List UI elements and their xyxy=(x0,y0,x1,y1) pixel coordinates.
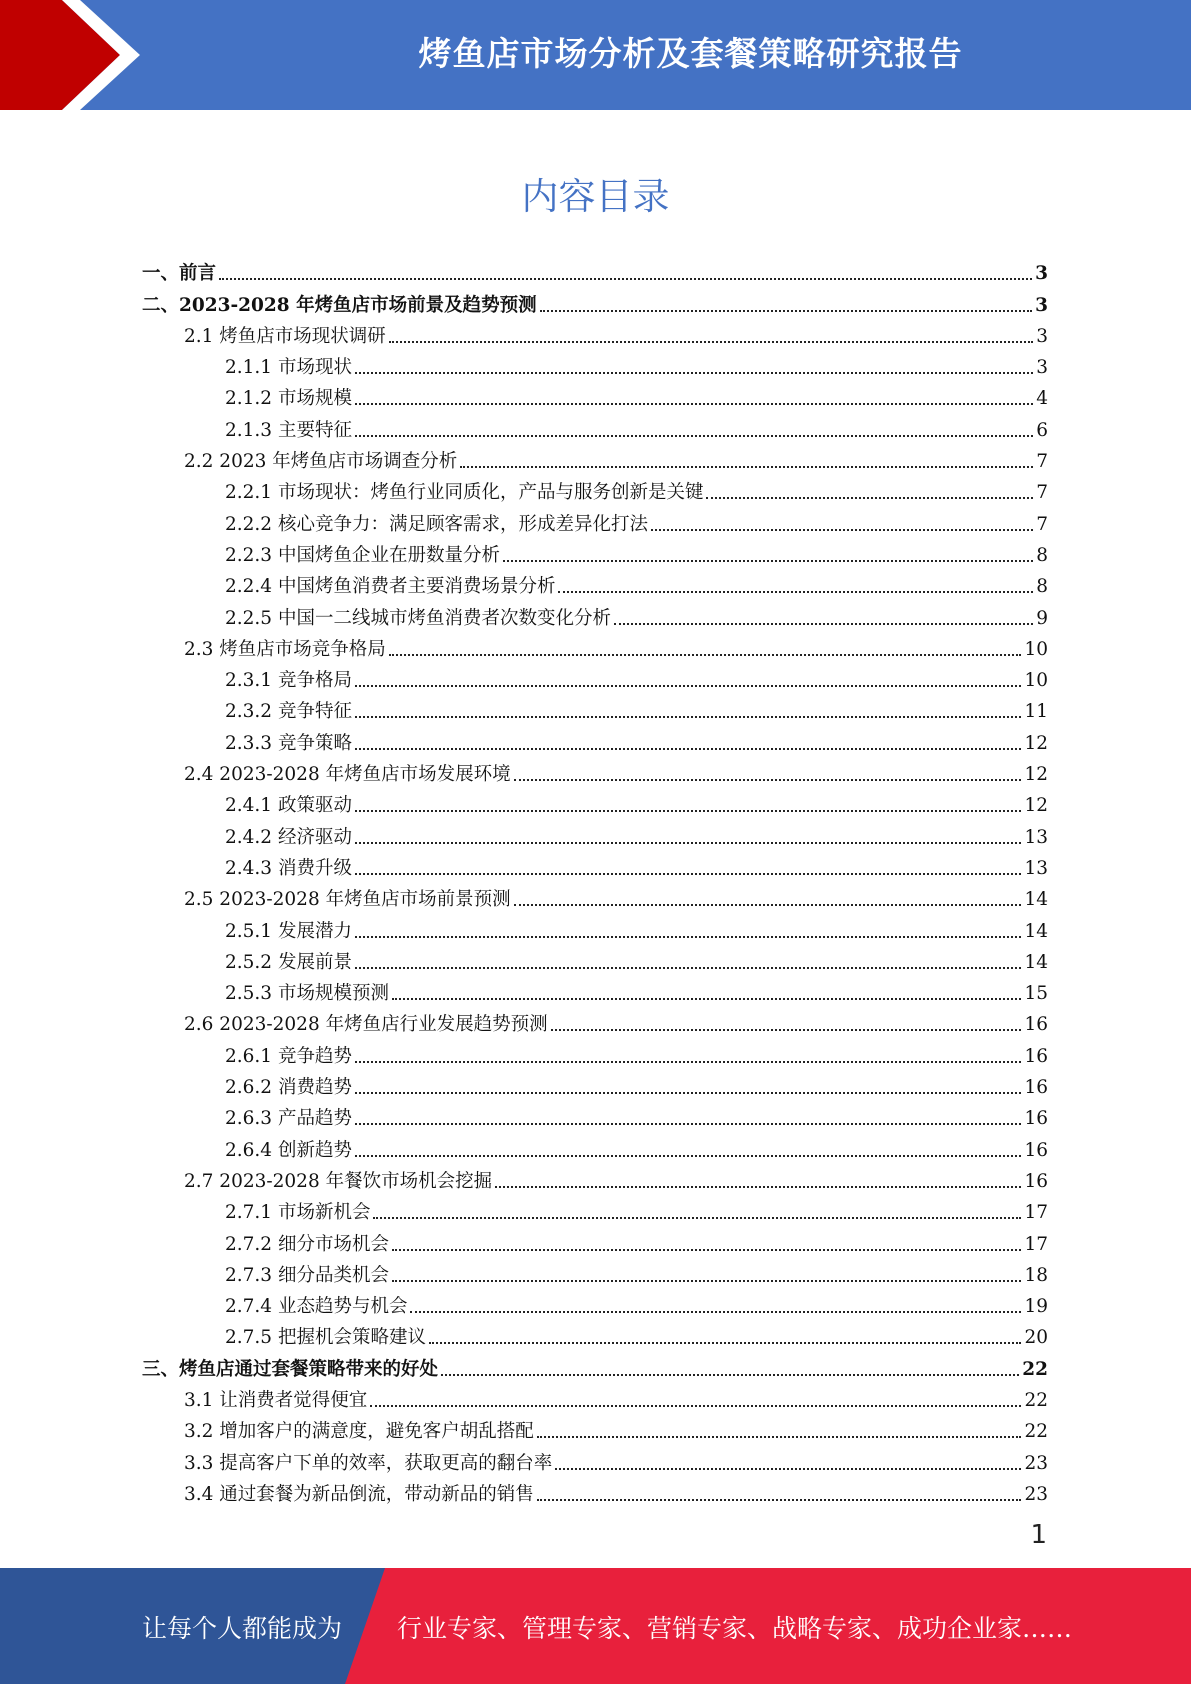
toc-entry-title: 3.4 通过套餐为新品倒流，带动新品的销售 xyxy=(184,1483,534,1505)
toc-entry-title: 2.7.2 细分市场机会 xyxy=(225,1233,389,1255)
toc-dot-leader xyxy=(370,1405,1021,1407)
toc-dot-leader xyxy=(392,1249,1021,1251)
toc-dot-leader xyxy=(651,529,1033,531)
toc-dot-leader xyxy=(355,685,1022,687)
toc-dot-leader xyxy=(614,623,1033,625)
toc-entry-title: 2.2.4 中国烤鱼消费者主要消费场景分析 xyxy=(225,576,556,598)
toc-entry-page: 16 xyxy=(1024,1139,1048,1161)
toc-dot-leader xyxy=(555,1468,1021,1470)
toc-entry-page: 6 xyxy=(1036,419,1048,441)
toc-entry[interactable] xyxy=(142,1349,1048,1380)
toc-entry-page: 4 xyxy=(1036,388,1048,410)
header-banner xyxy=(0,0,1191,110)
toc-entry-title: 2.1.3 主要特征 xyxy=(225,419,352,441)
toc-entry-title: 2.7 2023-2028 年餐饮市场机会挖掘 xyxy=(184,1170,493,1192)
toc-entry-page: 9 xyxy=(1036,607,1048,629)
toc-dot-leader xyxy=(373,1217,1021,1219)
toc-dot-leader xyxy=(503,560,1033,562)
toc-dot-leader xyxy=(389,341,1033,343)
toc-entry-title: 2.1 烤鱼店市场现状调研 xyxy=(184,325,386,347)
toc-entry[interactable] xyxy=(142,473,1048,504)
toc-entry[interactable] xyxy=(142,1193,1048,1224)
toc-entry[interactable] xyxy=(142,379,1048,410)
toc-entry-page: 23 xyxy=(1024,1483,1048,1505)
toc-entry[interactable] xyxy=(142,1381,1048,1412)
toc-entry[interactable] xyxy=(142,1256,1048,1287)
toc-entry[interactable] xyxy=(142,567,1048,598)
toc-dot-leader xyxy=(460,466,1033,468)
toc-entry[interactable] xyxy=(142,1162,1048,1193)
toc-entry-title: 2.3.1 竞争格局 xyxy=(225,670,352,692)
toc-entry[interactable] xyxy=(142,598,1048,629)
toc-dot-leader xyxy=(392,1280,1021,1282)
toc-entry[interactable] xyxy=(142,943,1048,974)
toc-entry-page: 16 xyxy=(1024,1077,1048,1099)
toc-entry-title: 2.7.3 细分品类机会 xyxy=(225,1264,389,1286)
toc-entry[interactable] xyxy=(142,661,1048,692)
toc-entry-page: 11 xyxy=(1024,701,1048,723)
toc-dot-leader xyxy=(558,591,1033,593)
toc-dot-leader xyxy=(551,1029,1022,1031)
toc-dot-leader xyxy=(355,842,1022,844)
toc-entry-title: 二、2023-2028 年烤鱼店市场前景及趋势预测 xyxy=(142,294,537,316)
toc-entry[interactable] xyxy=(142,1412,1048,1443)
toc-entry[interactable] xyxy=(142,755,1048,786)
toc-entry-page: 19 xyxy=(1024,1296,1048,1318)
toc-entry-title: 2.5 2023-2028 年烤鱼店市场前景预测 xyxy=(184,889,511,911)
toc-entry-title: 3.1 让消费者觉得便宜 xyxy=(184,1389,368,1411)
toc-dot-leader xyxy=(410,1311,1021,1313)
toc-entry-page: 8 xyxy=(1036,576,1048,598)
toc-entry-page: 18 xyxy=(1024,1264,1048,1286)
toc-entry-page: 12 xyxy=(1024,795,1048,817)
toc-entry-page: 10 xyxy=(1024,670,1048,692)
toc-dot-leader xyxy=(219,278,1032,280)
toc-entry-page: 13 xyxy=(1024,857,1048,879)
toc-dot-leader xyxy=(441,1374,1019,1376)
toc-entry-title: 2.6.2 消费趋势 xyxy=(225,1077,352,1099)
toc-dot-leader xyxy=(355,748,1022,750)
toc-entry-title: 2.1.1 市场现状 xyxy=(225,357,352,379)
toc-entry-title: 3.3 提高客户下单的效率，获取更高的翻台率 xyxy=(184,1452,553,1474)
toc-entry-title: 2.2 2023 年烤鱼店市场调查分析 xyxy=(184,451,458,473)
toc-entry-page: 14 xyxy=(1024,951,1048,973)
toc-entry-title: 2.7.5 把握机会策略建议 xyxy=(225,1327,426,1349)
toc-entry[interactable] xyxy=(142,1005,1048,1036)
footer-banner xyxy=(0,1568,1191,1684)
toc-entry-page: 23 xyxy=(1024,1452,1048,1474)
toc-entry[interactable] xyxy=(142,692,1048,723)
toc-entry-page: 13 xyxy=(1024,826,1048,848)
page-number: 1 xyxy=(1030,1520,1047,1550)
toc-entry-title: 2.5.1 发展潜力 xyxy=(225,920,352,942)
toc-dot-leader xyxy=(514,779,1022,781)
toc-entry[interactable] xyxy=(142,285,1048,316)
toc-entry[interactable] xyxy=(142,1068,1048,1099)
toc-entry[interactable] xyxy=(142,786,1048,817)
toc-dot-leader xyxy=(355,1155,1022,1157)
toc-entry-title: 2.3 烤鱼店市场竞争格局 xyxy=(184,638,386,660)
toc-entry[interactable] xyxy=(142,1130,1048,1161)
toc-dot-leader xyxy=(355,936,1022,938)
toc-entry[interactable] xyxy=(142,1099,1048,1130)
toc-entry-title: 2.2.5 中国一二线城市烤鱼消费者次数变化分析 xyxy=(225,607,611,629)
toc-entry-title: 2.2.1 市场现状：烤鱼行业同质化，产品与服务创新是关键 xyxy=(225,482,704,504)
toc-entry-page: 12 xyxy=(1024,732,1048,754)
toc-entry[interactable] xyxy=(142,849,1048,880)
toc-entry-title: 2.2.3 中国烤鱼企业在册数量分析 xyxy=(225,544,500,566)
toc-dot-leader xyxy=(355,967,1022,969)
toc-entry[interactable] xyxy=(142,1475,1048,1506)
toc-entry[interactable] xyxy=(142,410,1048,441)
toc-entry[interactable] xyxy=(142,1287,1048,1318)
toc-entry-title: 2.4.3 消费升级 xyxy=(225,857,352,879)
toc-entry[interactable] xyxy=(142,1036,1048,1067)
toc-entry[interactable] xyxy=(142,504,1048,535)
toc-entry-page: 22 xyxy=(1024,1421,1048,1443)
toc-dot-leader xyxy=(355,873,1022,875)
toc-entry-title: 2.6.4 创新趋势 xyxy=(225,1139,352,1161)
toc-entry-page: 20 xyxy=(1024,1327,1048,1349)
toc-entry-title: 3.2 增加客户的满意度，避免客户胡乱搭配 xyxy=(184,1421,534,1443)
toc-entry-title: 2.1.2 市场规模 xyxy=(225,388,352,410)
toc-dot-leader xyxy=(355,1092,1022,1094)
toc-entry-title: 2.5.3 市场规模预测 xyxy=(225,983,389,1005)
toc-entry-page: 14 xyxy=(1024,920,1048,942)
toc-dot-leader xyxy=(355,1123,1022,1125)
toc-dot-leader xyxy=(392,998,1021,1000)
toc-entry-page: 17 xyxy=(1024,1233,1048,1255)
toc-entry[interactable] xyxy=(142,536,1048,567)
toc-entry-page: 3 xyxy=(1035,263,1048,285)
toc-entry-title: 2.7.1 市场新机会 xyxy=(225,1202,371,1224)
toc-entry-title: 2.3.2 竞争特征 xyxy=(225,701,352,723)
toc-entry-page: 16 xyxy=(1024,1014,1048,1036)
toc-entry-page: 8 xyxy=(1036,544,1048,566)
toc-entry[interactable] xyxy=(142,630,1048,661)
toc-entry[interactable] xyxy=(142,442,1048,473)
toc-entry[interactable] xyxy=(142,880,1048,911)
toc-dot-leader xyxy=(706,497,1033,499)
toc-entry-title: 2.4.2 经济驱动 xyxy=(225,826,352,848)
toc-entry-title: 2.6 2023-2028 年烤鱼店行业发展趋势预测 xyxy=(184,1014,548,1036)
toc-entry-page: 7 xyxy=(1036,451,1048,473)
toc-entry[interactable] xyxy=(142,254,1048,285)
toc-dot-leader xyxy=(540,310,1033,312)
toc-dot-leader xyxy=(355,1061,1022,1063)
toc-entry-page: 10 xyxy=(1024,638,1048,660)
toc-dot-leader xyxy=(355,372,1033,374)
toc-entry-page: 7 xyxy=(1036,482,1048,504)
table-of-contents xyxy=(142,254,1048,1506)
toc-dot-leader xyxy=(355,435,1033,437)
toc-entry-title: 2.5.2 发展前景 xyxy=(225,951,352,973)
toc-entry[interactable] xyxy=(142,911,1048,942)
toc-entry-title: 2.4 2023-2028 年烤鱼店市场发展环境 xyxy=(184,764,511,786)
toc-entry-page: 22 xyxy=(1022,1358,1048,1380)
toc-entry-page: 15 xyxy=(1024,983,1048,1005)
toc-heading: 内容目录 xyxy=(521,175,670,218)
toc-entry[interactable] xyxy=(142,1443,1048,1474)
toc-entry-page: 3 xyxy=(1036,357,1048,379)
toc-entry-page: 17 xyxy=(1024,1202,1048,1224)
toc-entry-title: 2.2.2 核心竞争力：满足顾客需求，形成差异化打法 xyxy=(225,513,648,535)
toc-entry-page: 3 xyxy=(1035,294,1048,316)
toc-entry-page: 16 xyxy=(1024,1170,1048,1192)
toc-entry[interactable] xyxy=(142,723,1048,754)
toc-entry-page: 14 xyxy=(1024,889,1048,911)
toc-dot-leader xyxy=(355,810,1022,812)
toc-entry-page: 7 xyxy=(1036,513,1048,535)
toc-entry-title: 2.3.3 竞争策略 xyxy=(225,732,352,754)
toc-dot-leader xyxy=(389,654,1022,656)
toc-entry-title: 三、烤鱼店通过套餐策略带来的好处 xyxy=(142,1358,439,1380)
toc-entry[interactable] xyxy=(142,817,1048,848)
toc-entry-page: 22 xyxy=(1024,1389,1048,1411)
toc-dot-leader xyxy=(429,1342,1021,1344)
toc-entry-title: 一、前言 xyxy=(142,263,217,285)
toc-entry[interactable] xyxy=(142,974,1048,1005)
toc-entry-title: 2.7.4 业态趋势与机会 xyxy=(225,1296,408,1318)
toc-entry-title: 2.6.1 竞争趋势 xyxy=(225,1045,352,1067)
toc-entry[interactable] xyxy=(142,1318,1048,1349)
toc-entry[interactable] xyxy=(142,1224,1048,1255)
toc-entry-page: 12 xyxy=(1024,764,1048,786)
toc-entry-title: 2.4.1 政策驱动 xyxy=(225,795,352,817)
toc-dot-leader xyxy=(495,1186,1021,1188)
toc-entry[interactable] xyxy=(142,317,1048,348)
toc-entry-page: 3 xyxy=(1036,325,1048,347)
footer-slogan-right: 行业专家、管理专家、营销专家、战略专家、成功企业家…… xyxy=(397,1614,1073,1643)
toc-entry-title: 2.6.3 产品趋势 xyxy=(225,1108,352,1130)
toc-entry-page: 16 xyxy=(1024,1108,1048,1130)
toc-entry[interactable] xyxy=(142,348,1048,379)
toc-entry-page: 16 xyxy=(1024,1045,1048,1067)
report-title: 烤鱼店市场分析及套餐策略研究报告 xyxy=(418,34,963,73)
toc-dot-leader xyxy=(355,716,1022,718)
toc-dot-leader xyxy=(537,1436,1022,1438)
footer-slogan-left: 让每个人都能成为 xyxy=(142,1614,343,1643)
toc-dot-leader xyxy=(514,904,1022,906)
toc-dot-leader xyxy=(537,1499,1022,1501)
toc-dot-leader xyxy=(355,403,1033,405)
